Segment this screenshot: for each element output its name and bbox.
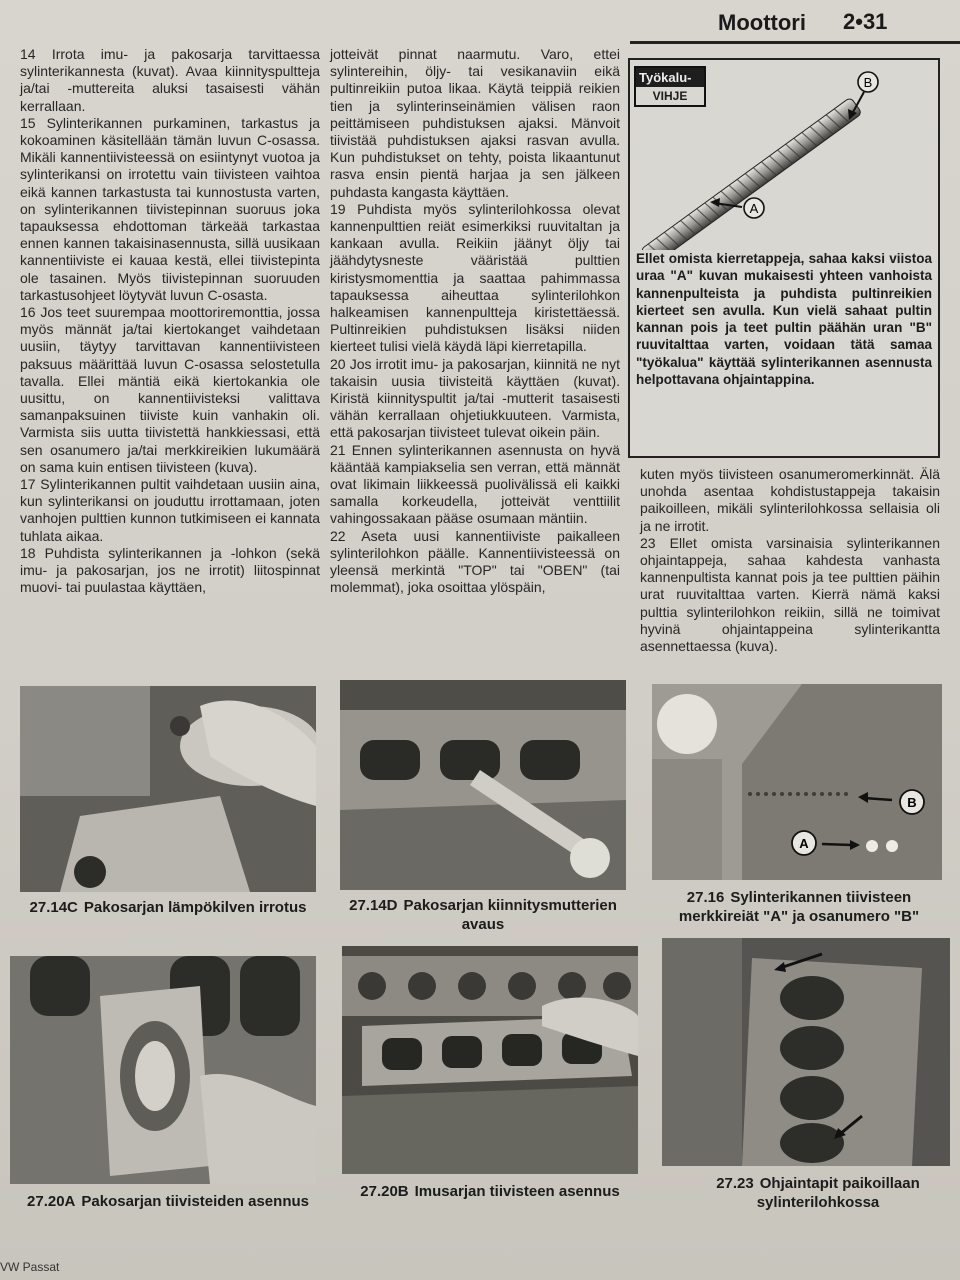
caption-27-14d (340, 896, 626, 934)
paragraph-18-cont: jotteivät pinnat naarmutu. Varo, ettei sylintereihin, öljy- tai vesikanaviin eikä pultinreikiin putoa likaa. Käytä teippiä reikien tien ja sylinterinseinämien välisen raon peittämiseen puhdistuksen ajaksi. Mänvoit tiivistää puhdistuksen ajaksi rasvan avulla. Kun puhdistukset on tehty, poista likaantunut rasva ensin pientä harjaa ja sen jälkeen puhdasta kangasta käyttäen. (330, 46, 620, 200)
paragraph-17: 17 Sylinterikannen pultit vaihdetaan uusiin aina, kun sylinterikansi on jouduttu irrottamaan, joten vanhojen pulttien kunnon tutkimiseen ei kannata tuhlata aikaa. (20, 476, 320, 544)
paragraph-23: 23 Ellet omista varsinaisia sylinterikannen ohjaintappeja, sahaa kahdesta vanhasta kannenpultista kannat pois ja tee pulttien päihin urat ruuvitalttaa varten. Kierrä nämä kaksi pulttia sylinterilohkon reikiin, sillä ne toimivat hyvinä ohjaintappeina sylinterikantta asennettaessa (kuva). (640, 534, 940, 655)
tool-tip-label-top: Työkalu- (636, 68, 704, 87)
caption-number: 27.20B (360, 1183, 409, 1200)
photo-heat-shield-removal (20, 686, 316, 892)
photo-guide-studs (662, 938, 950, 1166)
caption-number: 27.16 (686, 889, 725, 906)
section-title: Moottori (718, 10, 806, 35)
caption-text: Pakosarjan tiivisteiden asennus (81, 1193, 309, 1210)
caption-27-16 (656, 888, 942, 926)
right-text-column (640, 466, 940, 655)
paragraph-22-cont: kuten myös tiivisteen osanumeromerkinnät. Älä unohda asentaa kohdistustappeja takaisin paikoilleen, mikäli sylinterilohkossa sellaisia oli ja ne irrotit. (640, 466, 940, 534)
caption-text: Pakosarjan lämpökilven irrotus (83, 899, 307, 916)
paragraph-15: 15 Sylinterikannen purkaminen, tarkastus ja kokoaminen käsitellään tämän luvun C-osassa. Mikäli kannentiivisteessä on esiintynyt vuotoa ja sylinterikansi on irrotettu vain tiivisteen vaihtoa eikä kannen tarkastusta tai kunnostusta varten, on sylinterikannen tiivistepinnan suoruus joka tapauksessa ehdottoman tärkeää tarkastaa ennen kannen takaisinasennusta, sillä uusikaan kannentiiviste ei kauaa kestä, ellei tiivistepinta ole tasainen. Myös tiivistepinnan suoruuden tarkastusohjeet löytyvät luvun C-osasta. (20, 114, 320, 303)
middle-text-column (330, 46, 620, 597)
tip-marker-a: A (749, 201, 759, 216)
header-rule (630, 41, 960, 44)
caption-27-20a (20, 1192, 316, 1211)
paragraph-14: 14 Irrota imu- ja pakosarja tarvittaessa sylinterikannesta (kuvat). Avaa kiinnityspultteja ja/tai -muttereita aluksi tasaisesti vähän kerrallaan. (20, 46, 320, 114)
photo-exhaust-gasket-fitting (10, 956, 316, 1184)
caption-number: 27.14C (29, 899, 78, 916)
tool-tip-label-bottom: VIHJE (652, 89, 688, 103)
caption-text: Pakosarjan kiinnitysmutterien avaus (403, 897, 617, 933)
paragraph-16: 16 Jos teet suurempaa moottoriremonttia, jossa myös männät ja/tai kiertokanget vaihdetaan uusiin, täytyy tarvittavan kannentiivisteen paksuus määrittää luvun C-osassa selostetulla tavalla. Ellei mäntiä eikä kiertokankia ole uusittu, on kannentiivisteksi valittava samanpaksuinen tiiviste kuin vanhakin oli. Varmista siis uutta tiivistettä hankkiessasi, että sen osanumero ja/tai merkkireikien lukumäärä on sama kuin entisen tiivisteen (kuva). (20, 304, 320, 475)
paragraph-22: 22 Aseta uusi kannentiiviste paikalleen sylinterilohkon päälle. Kannentiivisteessä on yleensä merkintä "TOP" tai "OBEN" (tai molemmat), joka osoittaa ylöspäin, (330, 527, 620, 596)
footer-model: VW Passat (0, 1260, 60, 1274)
caption-27-14c (22, 898, 314, 917)
page-number: 2•31 (843, 9, 888, 34)
paragraph-18: 18 Puhdista sylinterikannen ja -lohkon (sekä imu- ja pakosarjan, jos ne irrotit) liitospinnat muovi- tai puulastaa käyttäen, (20, 544, 320, 596)
photo-intake-gasket-fitting (342, 946, 638, 1174)
caption-text: Imusarjan tiivisteen asennus (414, 1183, 620, 1200)
caption-number: 27.14D (349, 897, 398, 914)
tool-tip-box (628, 58, 940, 458)
paragraph-20: 20 Jos irrotit imu- ja pakosarjan, kiinnitä ne nyt takaisin uusia tiivisteitä käyttäen (kuvat). Kiristä kiinnityspultit ja/tai -mutterit tasaisesti vähän kerrallaan ohjetiukkuuteen. Varmista, että pakosarjan tiivisteet tulevat oikein päin. (330, 355, 620, 441)
caption-27-20b (342, 1182, 638, 1201)
caption-number: 27.20A (27, 1193, 76, 1210)
caption-text: Sylinterikannen tiivisteen merkkireiät "A" ja osanumero "B" (678, 889, 920, 925)
photo-manifold-nut-removal (340, 680, 626, 890)
caption-number: 27.23 (716, 1175, 754, 1192)
caption-text: Ohjaintapit paikoillaan sylinterilohkossa (756, 1175, 920, 1211)
tip-marker-b: B (863, 75, 873, 90)
photo-gasket-marks (652, 684, 942, 880)
photo-marker-b: B (907, 795, 917, 810)
tool-tip-text: Ellet omista kierretappeja, sahaa kaksi viistoa uraa "A" kuvan mukaisesti yhteen vanhoista kannenpulteista ja puhdista pultinreikien kierteet sen avulla. Kun vielä sahaat pultin kannan pois ja teet pultin päähän uran "B" ruuvitalttaa varten, voidaan tätä samaa "työkalua" käyttää sylinterikannen asennusta helpottavana ohjaintappina. (636, 251, 932, 388)
tool-tip-label (634, 66, 706, 107)
left-text-column (20, 46, 320, 597)
photo-marker-a: A (799, 836, 809, 851)
paragraph-19: 19 Puhdista myös sylinterilohkossa olevat kannenpulttien reiät esimerkiksi ruuvitaltan ja kankaan avulla. Reikiin jäänyt öljy tai jäähdytysneste vääristää pulttien kiristysmomenttia ja saattaa pahimmassa tapauksessa aiheuttaa sylinterilohkon halkeamisen kannenpultteja kiristettäessä. Pultinreikien puhdistuksen lisäksi niiden kierteet tulisi vielä käydä läpi kierretapilla. (330, 200, 620, 355)
paragraph-21: 21 Ennen sylinterikannen asennusta on hyvä kääntää kampiakselia sen verran, että männät ovat likimain liikkeessä puolivälissä eli kaikki samalla korkeudella, jotteivät venttiilit vahingossakaan pääse osumaan mäntiin. (330, 441, 620, 527)
caption-27-23 (686, 1174, 950, 1212)
